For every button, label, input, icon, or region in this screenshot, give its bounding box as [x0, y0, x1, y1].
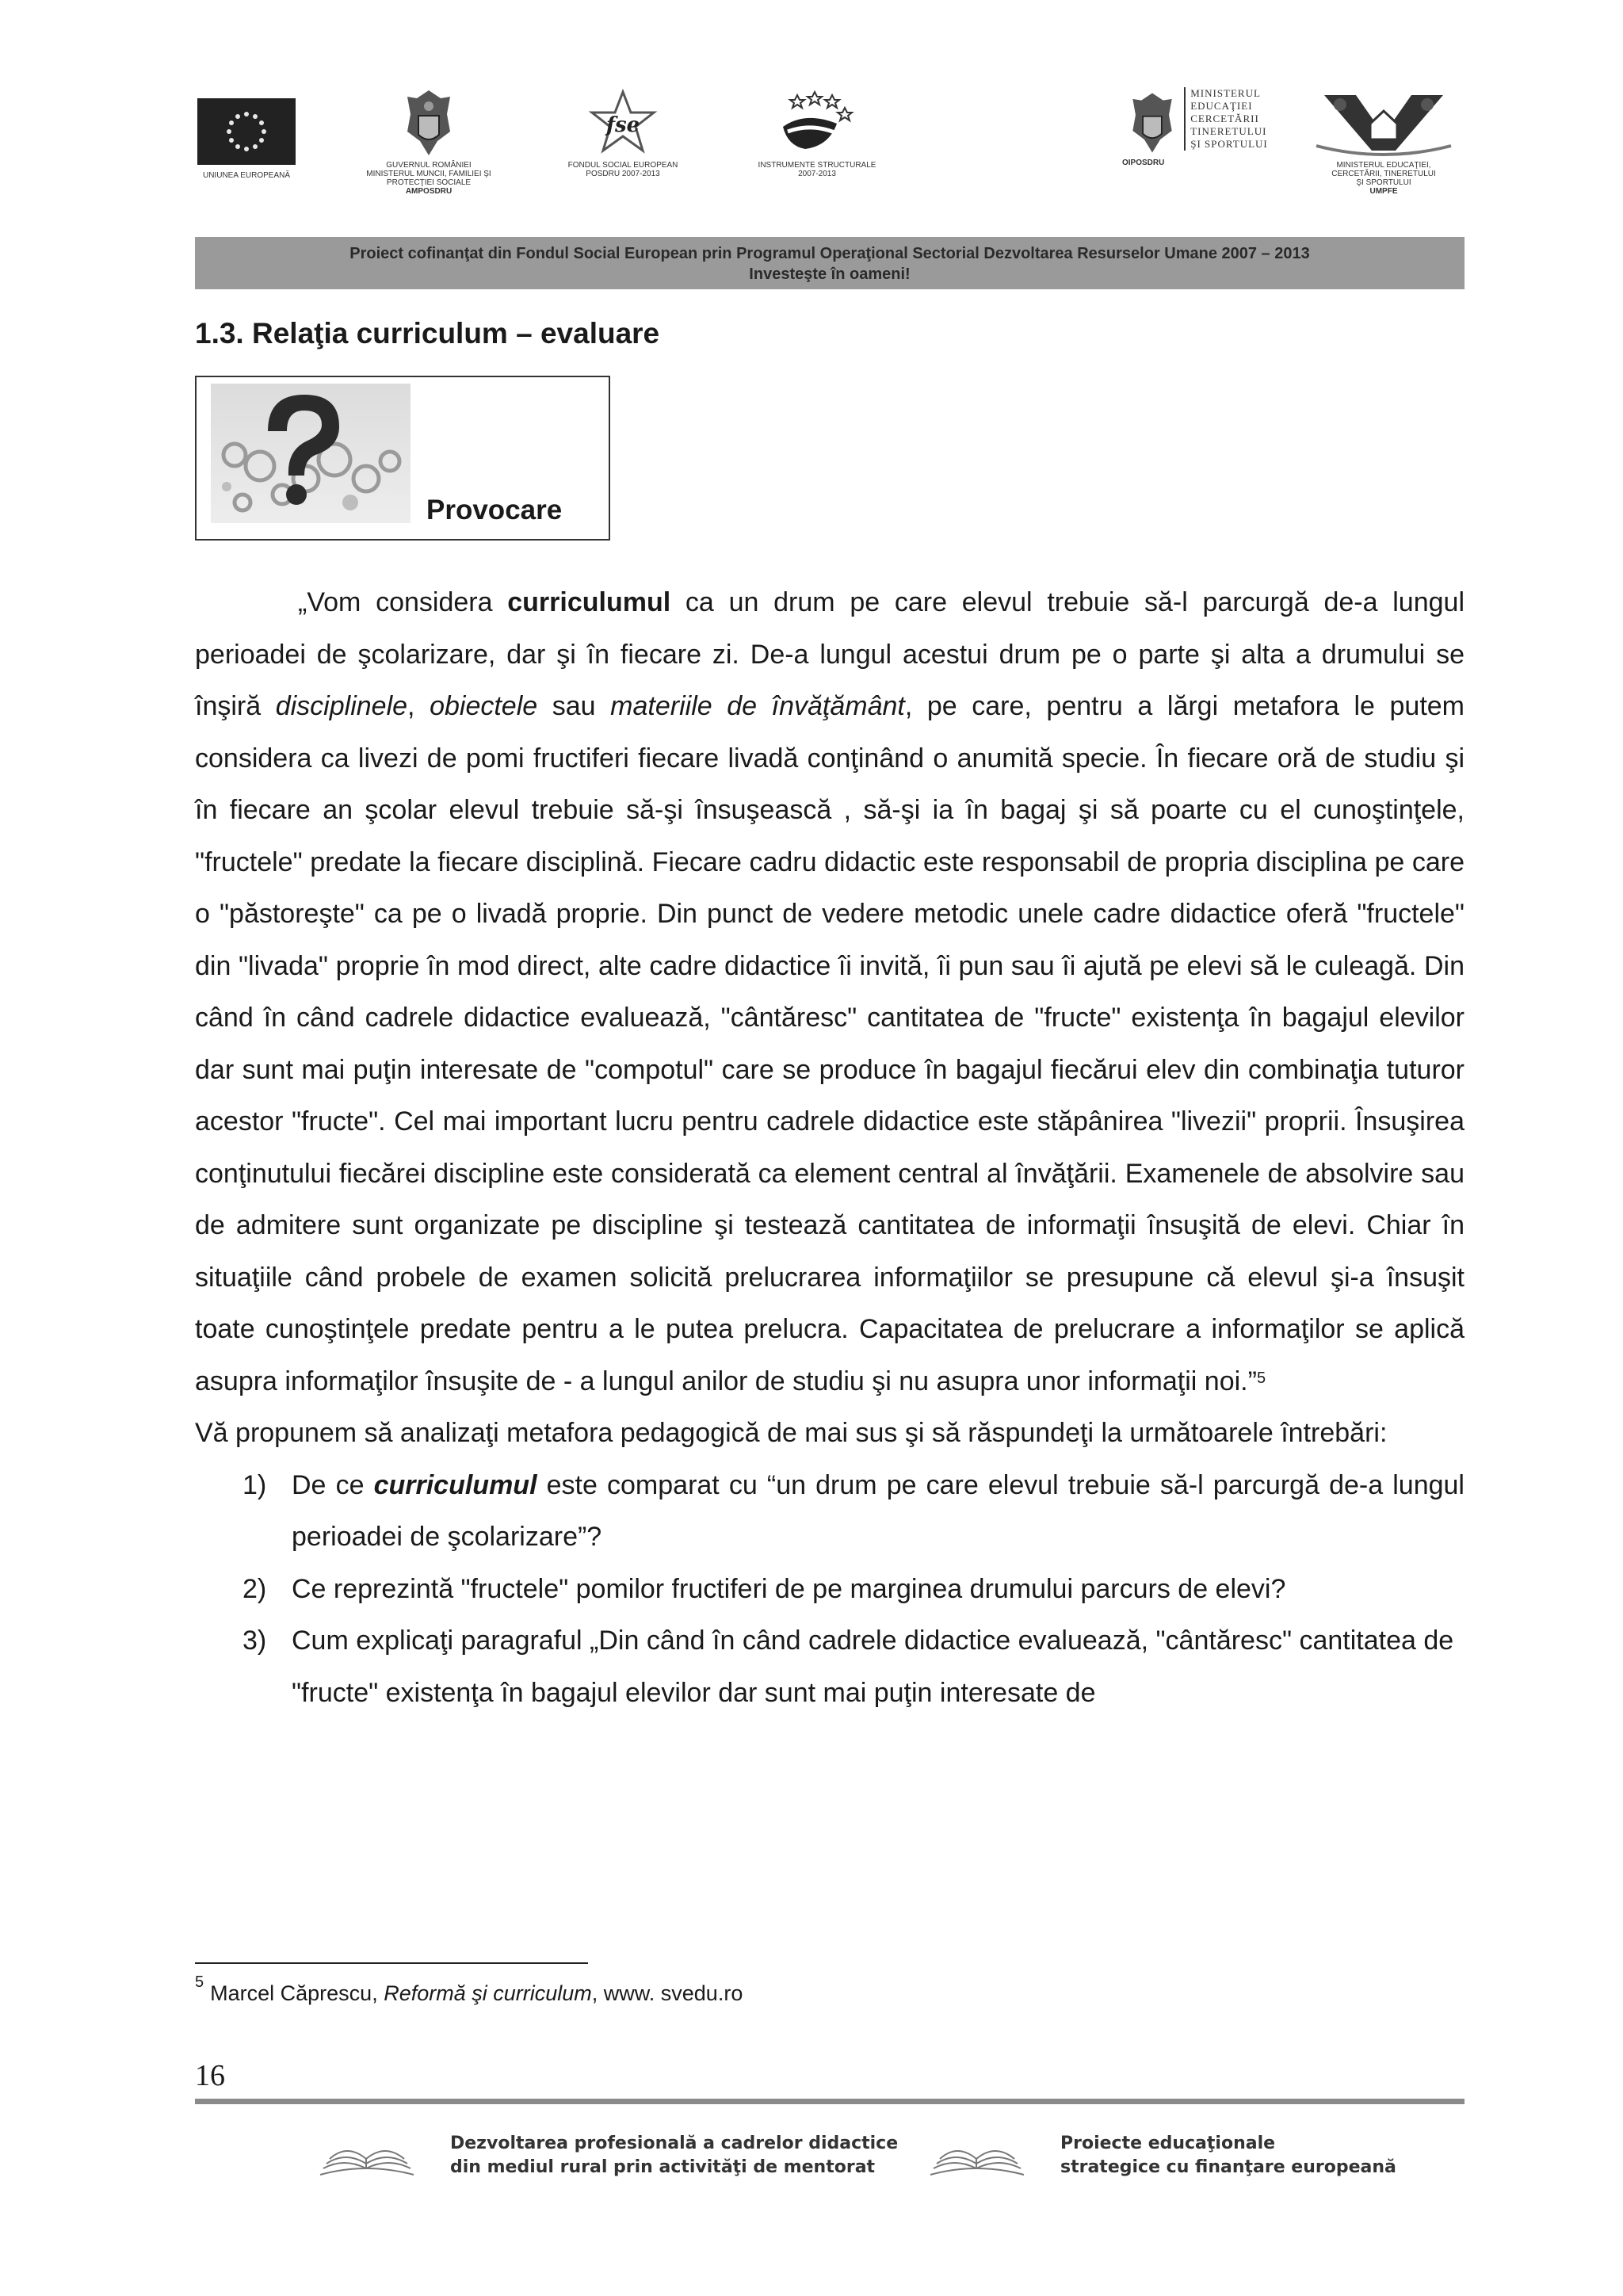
header-logos [195, 87, 1463, 222]
footer-right-line2: strategice cu finanţare europeană [1060, 2157, 1396, 2177]
footnote-ref[interactable]: 5 [1256, 1369, 1266, 1387]
page-number: 16 [195, 2059, 225, 2092]
umpfe-logo: MINISTERUL EDUCAŢIEI, CERCETĂRII, TINERETULUI ŞI SPORTULUI UMPFE [1304, 87, 1463, 196]
footer-right-line1: Proiecte educaţionale [1060, 2134, 1276, 2153]
question-item: 3) Cum explicaţi paragraful „Din când în când cadrele didactice evaluează, "cântăresc" cantitatea de "fructe" existenţa în bagajul elevilor dar sunt mai puţin interesate de [242, 1626, 1454, 1708]
project-banner [195, 237, 1465, 289]
section-title: 1.3. Relaţia curriculum – evaluare [195, 317, 660, 350]
footer-left [317, 2132, 898, 2179]
footer-divider [195, 2099, 1465, 2104]
oiposdru-logo: MINISTERUL EDUCAŢIEI CERCETĂRII TINERETULUI ŞI SPORTULUI OIPOSDRU [1122, 87, 1268, 167]
challenge-label: Provocare [426, 495, 563, 525]
is-logo: INSTRUMENTE STRUCTURALE 2007-2013 [758, 87, 876, 178]
prompt-paragraph: Vă propunem să analizaţi metafora pedagogică de mai sus şi să răspundeţi la următoarele întrebări: [195, 1418, 1388, 1448]
is-emblem-icon [773, 87, 861, 159]
footer-right [927, 2132, 1396, 2179]
footnote: $^5$ Marcel Căprescu, Reformă şi curriculum, www. svedu.ro [195, 1973, 743, 2005]
project-banner-line1: Proiect cofinanţat din Fondul Social European prin Programul Operaţional Sectorial Dezvoltarea Resurselor Umane 2007 – 2013 [349, 245, 1310, 262]
fse-star-icon [587, 87, 659, 159]
ministry-arms-icon [1127, 87, 1178, 159]
question-item: 2) Ce reprezintă "fructele" pomilor fructiferi de pe marginea drumului parcurs de elevi? [242, 1573, 1286, 1604]
footer-left-line1: Dezvoltarea profesională a cadrelor didactice [450, 2134, 899, 2153]
umpfe-emblem-icon [1308, 87, 1459, 159]
question-gears-icon [211, 384, 411, 523]
challenge-box [195, 376, 610, 541]
footer-left-line2: din mediul rural prin activităţi de mentorat [450, 2157, 876, 2177]
quote-paragraph: „Vom considera curriculumul ca un drum pe care elevul trebuie să-l parcurgă de-a lungul perioadei de şcolarizare, dar şi în fiecare zi. De-a lungul acestui drum pe o parte şi alta a drumului se înşiră disciplinele, obiectele sau materiile de învăţământ, pe care, pentru a lărgi metafora le putem considera ca livezi de pomi fructiferi fiecare livadă conţinând o anumită specie. În fiecare oră de studiu şi în fiecare an şcolar elevul trebuie să-şi însuşească , să-şi ia în bagaj şi să poarte cu el cunoştinţele, "fructele" predate la fiecare disciplină. Fiecare cadru didactic este responsabil de propria disciplina pe care o "păstoreşte" ca pe o livadă proprie. Din punct de vedere metodic unele cadre didactice oferă "fructele" din "livada" proprie în mod direct, alte cadre didactice îi invită, îi pun sau îi ajută pe elevi să le culeagă. Din când în când cadrele didactice evaluează, "cântăresc" cantitatea de "fructe" existenţa în bagajul elevilor dar sunt mai puţin interesate de "compotul" care se produce în bagajul fiecărui elev din combinaţia tuturor acestor "fructe". Cel mai important lucru pentru cadrele didactice este stăpânirea "livezii" proprii. Însuşirea conţinutului fiecărei discipline este considerată ca element central al învăţării. Examenele de absolvire sau de admitere sunt organizate pe discipline şi testează cantitatea de informaţii însuşită de elevi. Chiar în situaţiile când probele de examen solicită prelucrarea informaţiilor se presupune că elevul şi-a însuşit toate cunoştinţele predate pentru a le putea prelucra. Capacitatea de prelucrare a informaţilor se aplică asupra informaţilor însuşite de - a lungul anilor de studiu şi nu asupra unor informaţii noi.”$^5$ [195, 587, 1465, 1396]
question-item: 1) De ce curriculumul este comparat cu “un drum pe care elevul trebuie să-l parcurgă de-a lungul perioadei de şcolarizare”? [242, 1469, 1465, 1552]
challenge-image [211, 384, 411, 523]
fse-logo: fse FONDUL SOCIAL EUROPEAN POSDRU 2007-2013 [567, 87, 678, 178]
question-list [195, 1460, 1465, 1720]
footnote-divider [195, 1962, 588, 1964]
body-text [195, 577, 1465, 1719]
open-book-icon [926, 2129, 1029, 2181]
svg-text:fse: fse [605, 113, 640, 137]
project-banner-line2: Investeşte în oameni! [749, 266, 911, 283]
open-book-icon [315, 2129, 418, 2181]
eu-logo: UNIUNEA EUROPEANĂ [195, 87, 298, 180]
gov-logo: GUVERNUL ROMÂNIEI MINISTERUL MUNCII, FAMILIEI ŞI PROTECŢIEI SOCIALE AMPOSDRU [353, 87, 504, 196]
eu-flag-icon [197, 98, 296, 165]
coat-of-arms-icon [401, 87, 456, 159]
footnote-number: 5 [195, 1973, 204, 1991]
